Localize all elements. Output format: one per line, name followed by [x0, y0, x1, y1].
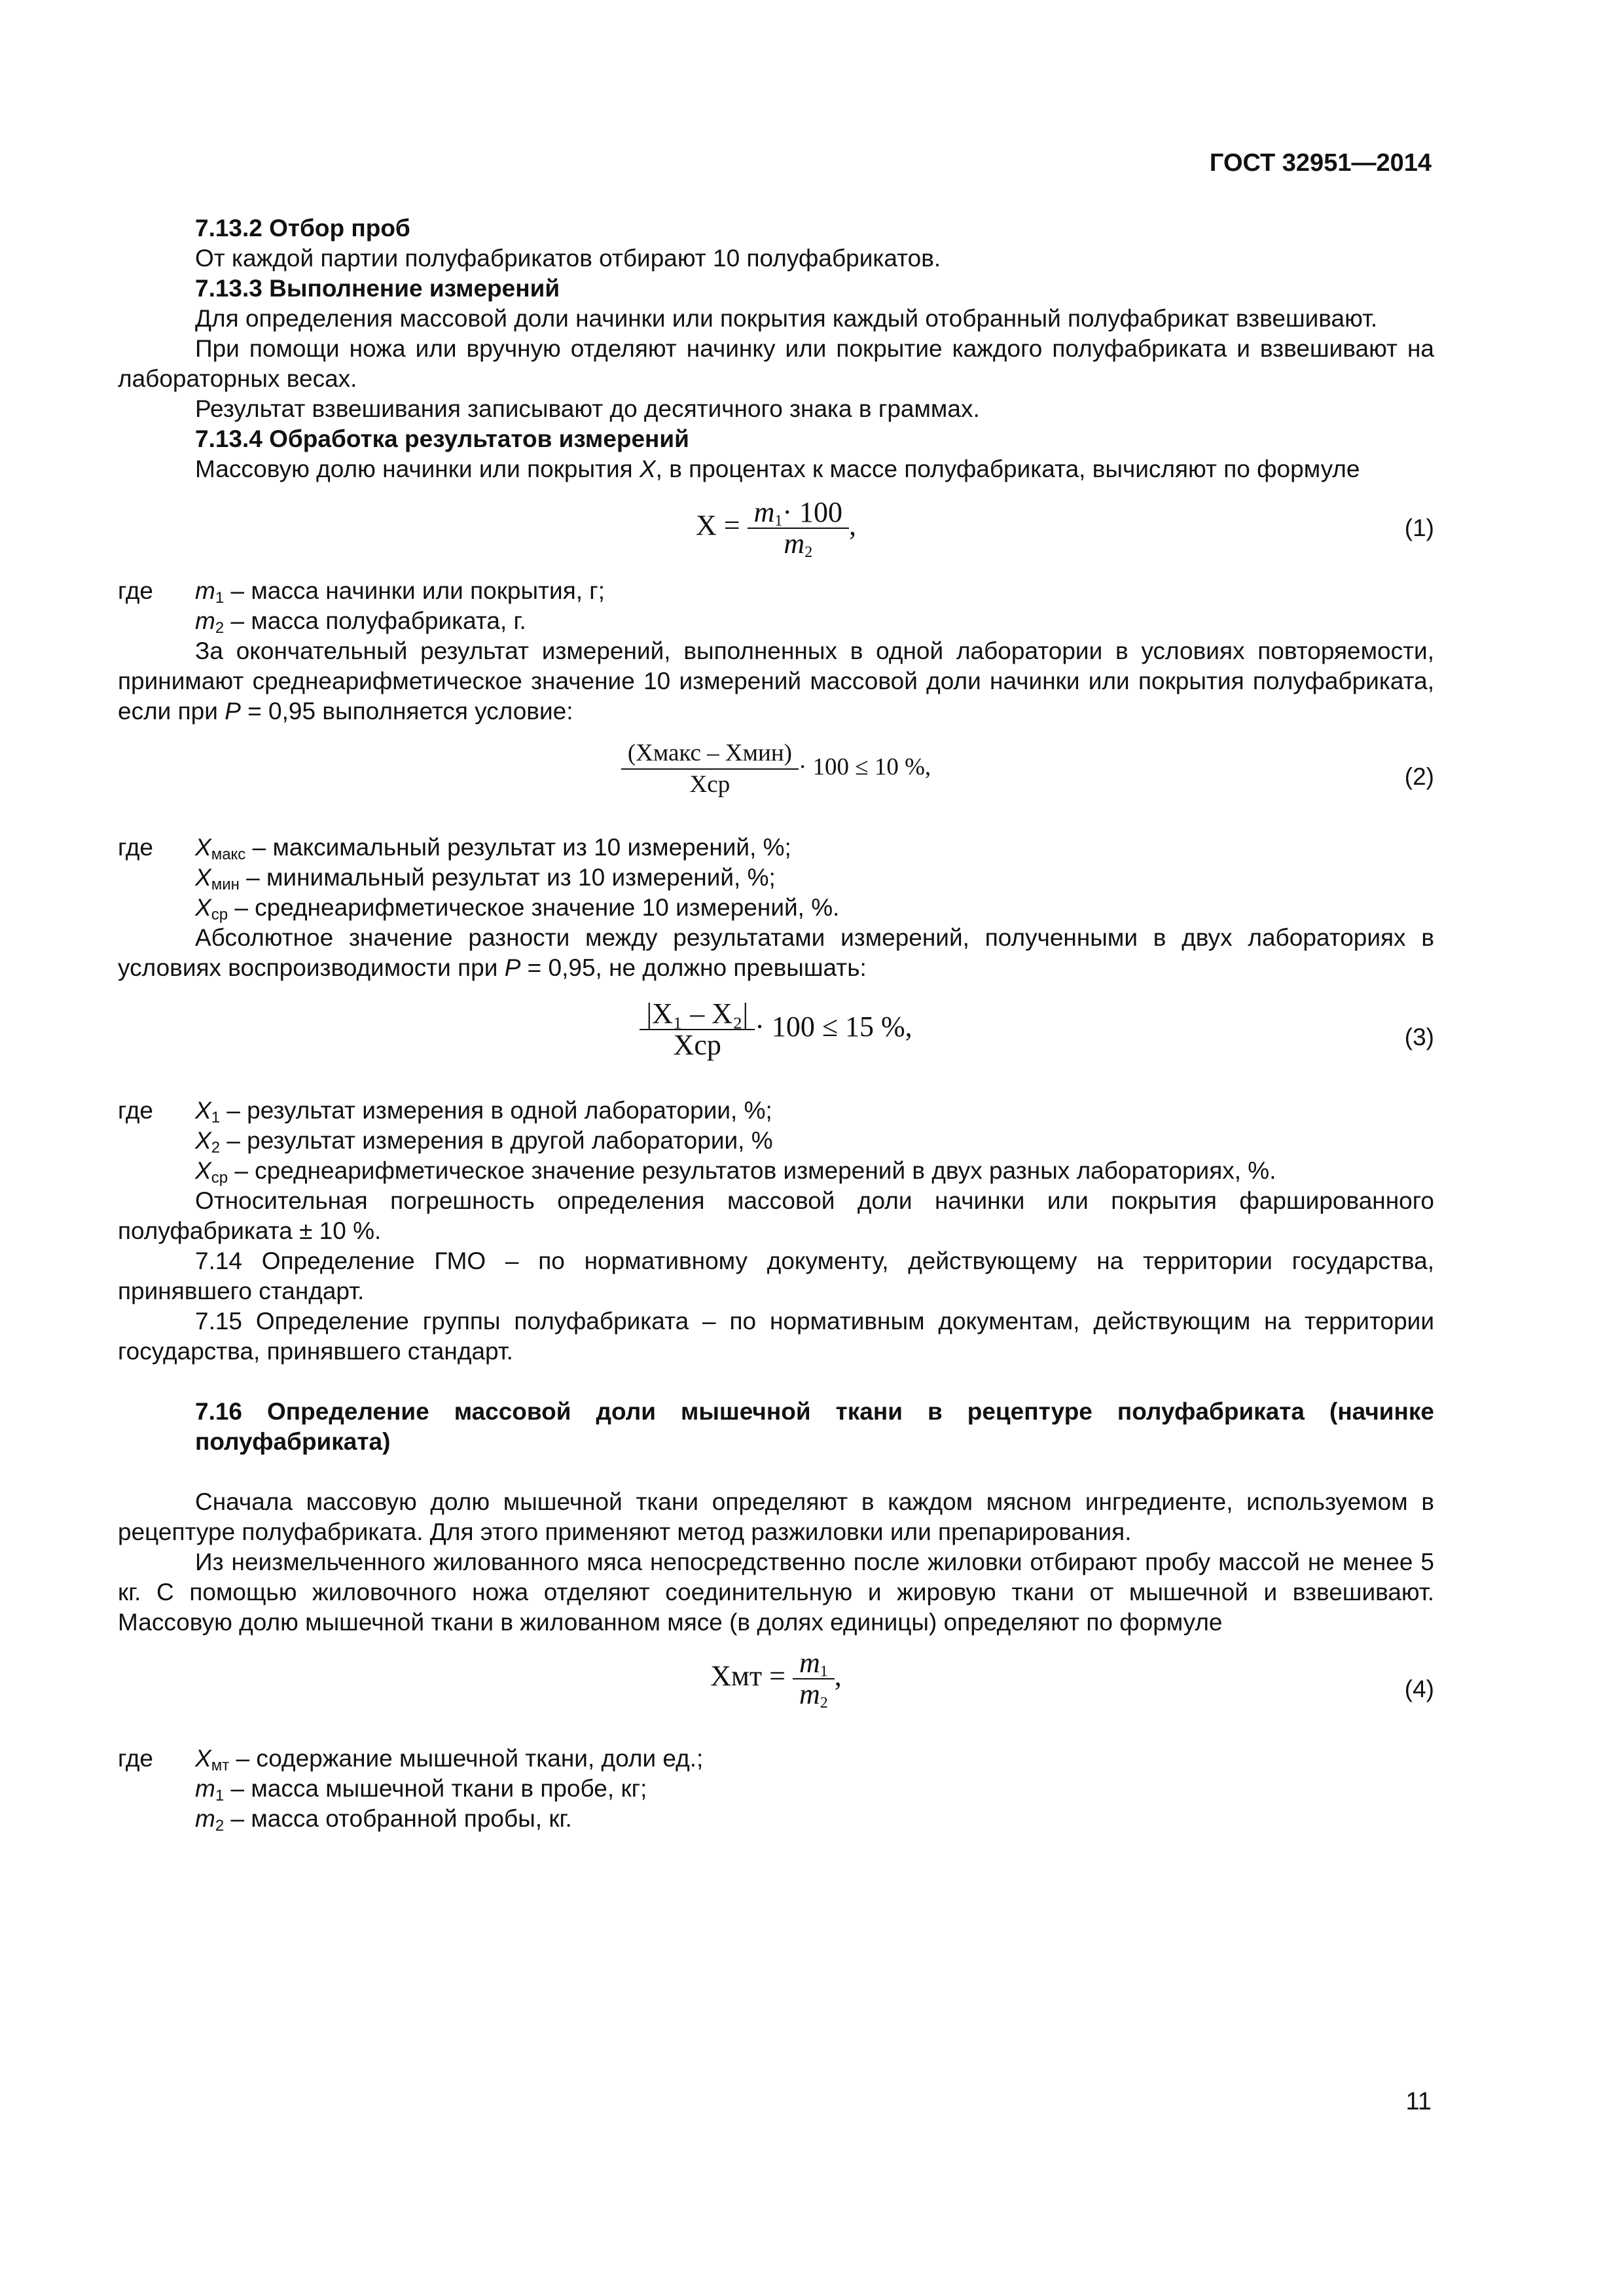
- paragraph: Результат взвешивания записывают до десятичного знака в граммах.: [195, 395, 980, 422]
- paragraph-7-15: 7.15 Определение группы полуфабриката – по нормативным документам, действующим на территории государства, принявшего стандарт.: [118, 1308, 1434, 1365]
- legend-row: [118, 833, 1434, 863]
- formula-number: (3): [1404, 1024, 1434, 1050]
- legend-subscript: макс: [211, 846, 246, 863]
- legend-definition: [195, 833, 1434, 863]
- legend-text: – среднеарифметическое значение 10 измерений, %.: [228, 894, 840, 921]
- legend-text: – масса отобранной пробы, кг.: [224, 1805, 572, 1832]
- paragraph: При помощи ножа или вручную отделяют начинку или покрытие каждого полуфабриката и взвешивают на лабораторных весах.: [118, 335, 1434, 392]
- legend-definition: [195, 606, 1434, 636]
- legend-text: – масса начинки или покрытия, г;: [224, 577, 605, 604]
- legend-definition: [195, 576, 1434, 606]
- heading-7-13-2: 7.13.2 Отбор проб: [195, 215, 410, 242]
- paragraph: Массовую долю начинки или покрытия X, в процентах к массе полуфабриката, вычисляют по формуле: [195, 456, 1360, 482]
- legend-text: – масса полуфабриката, г.: [224, 607, 526, 634]
- legend-text: – результат измерения в другой лаборатории, %: [220, 1127, 773, 1154]
- legend-row: [118, 576, 1434, 606]
- formula-1: X = $\frac{m_1\cdot 100}{m_2}$ , (1): [695, 496, 1434, 561]
- legend-lead: [118, 863, 195, 893]
- legend-definition: [195, 893, 1434, 923]
- legend-variable: m: [195, 1775, 215, 1802]
- legend-row: [118, 1126, 1434, 1156]
- standard-designation: ГОСТ 32951—2014: [1209, 149, 1432, 177]
- formula-number: (2): [1404, 763, 1434, 790]
- legend-2: [118, 833, 1434, 923]
- legend-variable: X: [195, 1127, 211, 1154]
- legend-lead: [118, 893, 195, 923]
- legend-subscript: ср: [211, 1169, 228, 1187]
- formula-number: (4): [1404, 1676, 1434, 1702]
- legend-row: [118, 1774, 1434, 1804]
- legend-lead: [118, 1126, 195, 1156]
- legend-1: [118, 576, 1434, 636]
- formula-number: (1): [1404, 514, 1434, 541]
- legend-4: [118, 1744, 1434, 1834]
- legend-subscript: 1: [215, 1787, 225, 1804]
- legend-lead: [118, 1774, 195, 1804]
- legend-text: – масса мышечной ткани в пробе, кг;: [224, 1775, 647, 1802]
- legend-row: [118, 1744, 1434, 1774]
- legend-text: – результат измерения в одной лаборатории, %;: [220, 1097, 772, 1124]
- legend-row: [118, 1156, 1434, 1186]
- paragraph-7-14: 7.14 Определение ГМО – по нормативному документу, действующему на территории государства, принявшего стандарт.: [118, 1247, 1434, 1304]
- formula-3: $\frac{\text{|X₁ – X₂|}}{\text{Xср}}$ · 100 ≤ 15 %, (3): [118, 987, 1434, 1092]
- legend-subscript: 2: [211, 1139, 221, 1157]
- legend-subscript: 2: [215, 619, 225, 637]
- fraction: $\frac{\text{|X₁ – X₂|}}{\text{Xср}}$: [640, 999, 755, 1060]
- fraction: $\frac{m_1\cdot 100}{m_2}$: [748, 497, 849, 559]
- paragraph: Абсолютное значение разности между результатами измерений, полученными в двух лабораториях в условиях воспроизводимости при P = 0,95, не должно превышать:: [118, 924, 1434, 981]
- paragraph: За окончательный результат измерений, выполненных в одной лаборатории в условиях повторяемости, принимают среднеарифметическое значение 10 измерений массовой доли начинки или покрытия полуфабриката, если при P = 0,95 выполняется условие:: [118, 637, 1434, 725]
- legend-variable: X: [195, 894, 211, 921]
- document-body: [118, 213, 1434, 1834]
- legend-variable: X: [195, 1745, 211, 1772]
- legend-subscript: мт: [211, 1757, 230, 1774]
- heading-7-13-4: 7.13.4 Обработка результатов измерений: [195, 425, 689, 452]
- paragraph: Относительная погрешность определения массовой доли начинки или покрытия фаршированного полуфабриката ± 10 %.: [118, 1187, 1434, 1244]
- heading-7-13-3: 7.13.3 Выполнение измерений: [195, 275, 560, 302]
- legend-variable: m: [195, 1805, 215, 1832]
- legend-definition: [195, 863, 1434, 893]
- legend-row: [118, 606, 1434, 636]
- legend-lead: где: [118, 834, 154, 861]
- legend-subscript: ср: [211, 906, 228, 924]
- legend-text: – минимальный результат из 10 измерений, %;: [239, 864, 776, 891]
- legend-lead: где: [118, 577, 154, 604]
- legend-row: [118, 1804, 1434, 1834]
- legend-subscript: 1: [211, 1109, 221, 1126]
- formula-2: $\frac{\text{(Хмакс – Хмин)}}{\text{Хср}}$ · 100 ≤ 10 %, (2): [118, 730, 1434, 829]
- legend-text: – среднеарифметическое значение результатов измерений в двух разных лабораториях, %.: [228, 1157, 1276, 1184]
- legend-definition: [195, 1096, 1434, 1126]
- legend-3: [118, 1096, 1434, 1186]
- page-number: 11: [1405, 2088, 1432, 2115]
- legend-row: [118, 1096, 1434, 1126]
- legend-row: [118, 863, 1434, 893]
- legend-variable: X: [195, 1157, 211, 1184]
- paragraph: От каждой партии полуфабрикатов отбирают 10 полуфабрикатов.: [195, 245, 941, 272]
- fraction: $\frac{m_1}{m_2}$: [793, 1648, 835, 1710]
- legend-definition: [195, 1126, 1434, 1156]
- paragraph: Из неизмельченного жилованного мяса непосредственно после жиловки отбирают пробу массой не менее 5 кг. С помощью жиловочного ножа отделяют соединительную и жировую ткани от мышечной и взвешивают. Массовую долю мышечной ткани в жилованном мясе (в долях единицы) определяют по формуле: [118, 1549, 1434, 1636]
- legend-definition: [195, 1804, 1434, 1834]
- legend-lead: [118, 1804, 195, 1834]
- legend-definition: [195, 1156, 1434, 1186]
- paragraph: Для определения массовой доли начинки или покрытия каждый отобранный полуфабрикат взвешивают.: [195, 305, 1378, 332]
- heading-7-16: 7.16 Определение массовой доли мышечной ткани в рецептуре полуфабриката (начинке полуфабриката): [195, 1398, 1434, 1455]
- legend-definition: [195, 1774, 1434, 1804]
- paragraph: Сначала массовую долю мышечной ткани определяют в каждом мясном ингредиенте, используемом в рецептуре полуфабриката. Для этого применяют метод разжиловки или препарирования.: [118, 1488, 1434, 1545]
- legend-variable: X: [195, 1097, 211, 1124]
- legend-subscript: 1: [215, 589, 225, 607]
- legend-row: [118, 893, 1434, 923]
- legend-text: – максимальный результат из 10 измерений, %;: [245, 834, 791, 861]
- legend-lead: где: [118, 1097, 154, 1124]
- legend-definition: [195, 1744, 1434, 1774]
- legend-subscript: мин: [211, 876, 240, 893]
- legend-subscript: 2: [215, 1817, 225, 1835]
- legend-variable: X: [195, 864, 211, 891]
- legend-variable: m: [195, 607, 215, 634]
- legend-lead: [118, 1156, 195, 1186]
- legend-variable: X: [195, 834, 211, 861]
- legend-text: – содержание мышечной ткани, доли ед.;: [229, 1745, 704, 1772]
- legend-lead: [118, 606, 195, 636]
- legend-variable: m: [195, 577, 215, 604]
- fraction: $\frac{\text{(Хмакс – Хмин)}}{\text{Хср}}$: [621, 738, 799, 800]
- legend-lead: где: [118, 1745, 154, 1772]
- formula-4: Xмт = $\frac{m_1}{m_2}$ , (4): [710, 1647, 1434, 1712]
